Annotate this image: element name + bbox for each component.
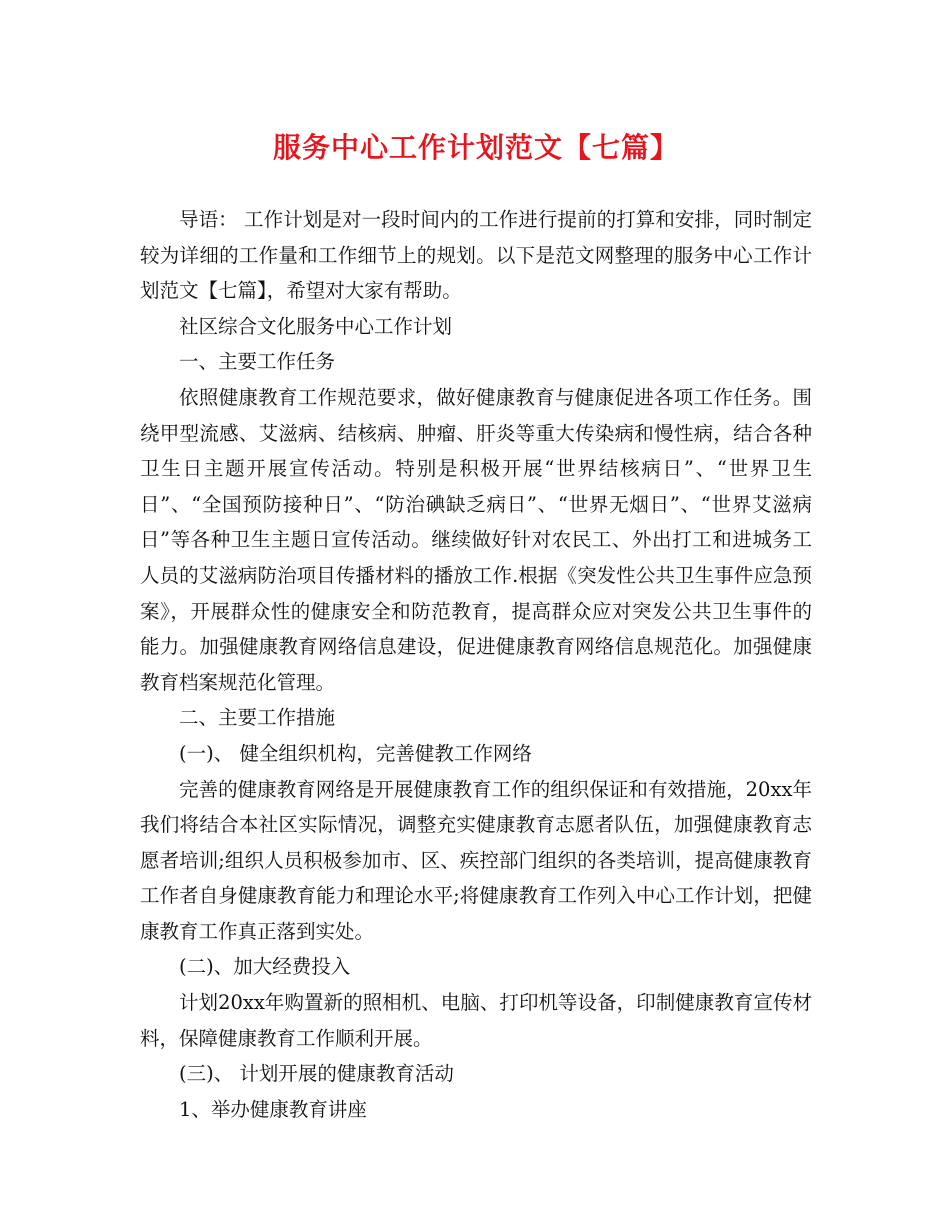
heading-main-tasks: 一、主要工作任务 — [179, 350, 336, 374]
heading-main-measures: 二、主要工作措施 — [179, 706, 336, 730]
subheading-activities: (三)、 计划开展的健康教育活动 — [179, 1062, 454, 1086]
document-title: 服务中心工作计划范文【七篇】 — [272, 131, 679, 164]
body-paragraph-organization: 完善的健康教育网络是开展健康教育工作的组织保证和有效措施，20xx年我们将结合本社区实际情况，调整充实健康教育志愿者队伍，加强健康教育志愿者培训;组织人员积极参加市、区、疾控部门组织的各类培训，提高健康教育工作者自身健康教育能力和理论水平;将健康教育工作列入中心工作计划，把健康教育工作真正落到实处。 — [140, 777, 812, 943]
intro-paragraph: 导语： 工作计划是对一段时间内的工作进行提前的打算和安排，同时制定较为详细的工作量和工作细节上的规划。以下是范文网整理的服务中心工作计划范文【七篇】，希望对大家有帮助。 — [140, 208, 812, 303]
body-paragraph-tasks: 依照健康教育工作规范要求，做好健康教育与健康促进各项工作任务。围绕甲型流感、艾滋病、结核病、肿瘤、肝炎等重大传染病和慢性病，结合各种卫生日主题开展宣传活动。特别是积极开展“世界结核病日”、“世界卫生日”、“全国预防接种日”、“防治碘缺乏病日”、“世界无烟日”、“世界艾滋病日”等各种卫生主题日宣传活动。继续做好针对农民工、外出打工和进城务工人员的艾滋病防治项目传播材料的播放工作.根据《突发性公共卫生事件应急预案》，开展群众性的健康安全和防范教育，提高群众应对突发公共卫生事件的能力。加强健康教育网络信息建设，促进健康教育网络信息规范化。加强健康教育档案规范化管理。 — [140, 385, 812, 694]
subheading-organization: (一)、 健全组织机构，完善健教工作网络 — [179, 741, 532, 765]
list-item-lectures: 1、举办健康教育讲座 — [179, 1097, 367, 1121]
body-paragraph-funding: 计划20xx年购置新的照相机、电脑、打印机等设备，印制健康教育宣传材料，保障健康教育工作顺利开展。 — [140, 991, 812, 1050]
document-page — [140, 128, 812, 1127]
section-heading-plan: 社区综合文化服务中心工作计划 — [179, 314, 453, 338]
subheading-funding: (二)、加大经费投入 — [179, 955, 351, 979]
